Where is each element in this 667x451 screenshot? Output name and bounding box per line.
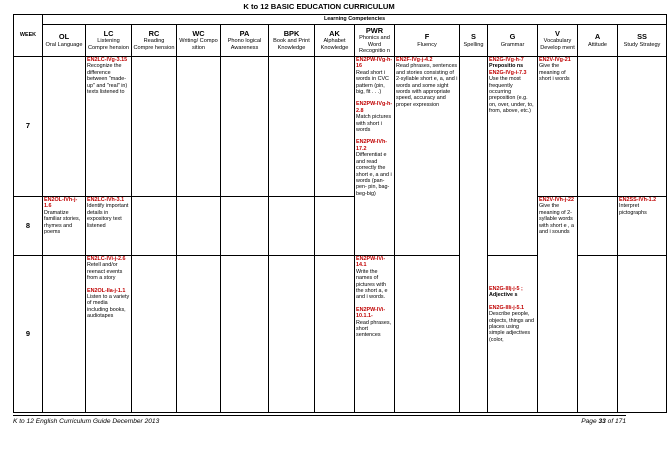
cell-g-7-8: EN2G-IVg-h-7 Prepositio ns EN2G-IVg-i-7.3 Use the most frequently occurring preposition (e.g. on, over, under, to, from, above, etc.) — [488, 57, 538, 256]
col-header-ol: OL Oral Language — [43, 25, 86, 57]
cell-wc-8 — [177, 197, 221, 256]
cell-f-9 — [395, 256, 460, 413]
cell-s-7-9 — [460, 57, 488, 413]
col-header-f: F Fluency — [395, 25, 460, 57]
footer-guide-title: K to 12 English Curriculum Guide December 2013 — [13, 418, 160, 425]
col-header-s: S Spelling — [460, 25, 488, 57]
col-header-ak: AK Alphabet Knowledge — [315, 25, 355, 57]
cell-ol-8: EN2OL-IVh-j-1.6 Dramatize familiar stories, rhymes and poems — [43, 197, 86, 256]
cell-a-7 — [578, 57, 618, 197]
cell-wc-9 — [177, 256, 221, 413]
col-header-wc: WC Writing/ Compo sition — [177, 25, 221, 57]
cell-pa-7 — [221, 57, 269, 197]
cell-bpk-7 — [269, 57, 315, 197]
cell-v-8-9: EN2V-IVh-j-22 Give the meaning of 2-syllable words with short e , a and i sounds — [538, 197, 578, 413]
curriculum-table — [13, 14, 667, 413]
cell-lc-9: EN2LC-IVi-j-2.6 Retell and/or reenact events from a story EN2OL-IIa-j-1.1 Listen to a variety of media including books, audiotapes — [86, 256, 132, 413]
week-header: WEEK — [14, 15, 43, 57]
week-number: 9 — [14, 256, 43, 413]
week-row-8 — [14, 197, 667, 256]
cell-ol-7 — [43, 57, 86, 197]
cell-ol-9 — [43, 256, 86, 413]
page-footer — [13, 415, 626, 425]
col-header-v: V Vocabulary Develop ment — [538, 25, 578, 57]
cell-pa-8 — [221, 197, 269, 256]
cell-g-9: EN2G-IIIj-j-5 ; Adjective s EN2G-IIIi-j-5.1 Describe people, objects, things and places using simple adjectives (color, — [488, 256, 538, 413]
cell-rc-9 — [132, 256, 177, 413]
cell-ak-7 — [315, 57, 355, 197]
cell-v-7: EN2V-IVg-21 Give the meaning of short i words — [538, 57, 578, 197]
week-number: 7 — [14, 57, 43, 197]
cell-ss-8: EN2SS-IVh-1.2 Interpret pictographs — [618, 197, 667, 256]
cell-bpk-8 — [269, 197, 315, 256]
week-row-7 — [14, 57, 667, 197]
cell-f-7-8: EN2F-IVg-j-4.2 Read phrases, sentences and stories consisting of 2-syllable short e, a, and i words and some sight words with appropriate speed, accuracy and proper expression — [395, 57, 460, 256]
cell-lc-8: EN2LC-IVh-3.1 Identify important details in expository text listened — [86, 197, 132, 256]
col-header-g: G Grammar — [488, 25, 538, 57]
cell-ak-9 — [315, 256, 355, 413]
cell-wc-7 — [177, 57, 221, 197]
col-header-ss: SS Study Strategy — [618, 25, 667, 57]
competencies-header: Learning Competencies — [43, 15, 667, 25]
col-header-lc: LC Listening Compre hension — [86, 25, 132, 57]
document-title: K to 12 BASIC EDUCATION CURRICULUM — [243, 2, 395, 11]
cell-a-9 — [578, 256, 618, 413]
cell-rc-7 — [132, 57, 177, 197]
cell-pa-9 — [221, 256, 269, 413]
cell-pwr-9: EN2PW-IVi-14.1 Write the names of pictures with the short a, e and i words. EN2PW-IVi-10.1.1- Read phrases, short sentences — [355, 256, 395, 413]
cell-bpk-9 — [269, 256, 315, 413]
col-header-pwr: PWR Phonics and Word Recognitio n — [355, 25, 395, 57]
cell-ak-8 — [315, 197, 355, 256]
cell-a-8 — [578, 197, 618, 256]
col-header-pa: PA Phono logical Awareness — [221, 25, 269, 57]
col-header-bpk: BPK Book and Print Knowledge — [269, 25, 315, 57]
column-header-row — [14, 25, 667, 57]
cell-ss-9 — [618, 256, 667, 413]
cell-ss-7 — [618, 57, 667, 197]
cell-rc-8 — [132, 197, 177, 256]
week-number: 8 — [14, 197, 43, 256]
page-number: Page 33 of 171 — [581, 418, 626, 425]
cell-lc-7: EN2LC-IVg-3.15 Recognize the difference between "made-up" and "real" in) texts listened to — [86, 57, 132, 197]
col-header-rc: RC Reading Compre hension — [132, 25, 177, 57]
cell-pwr-7-8: EN2PW-IVg-h-16 Read short i words in CVC pattern (pin, big, fit . . .) EN2PW-IVg-h-2.8 Match pictures with short i words EN2PW-IVh-17.2 Differentiat e and read correctly the short e, a and i words (pan- pen- pin, bag- beg-big) — [355, 57, 395, 256]
col-header-a: A Attitude — [578, 25, 618, 57]
